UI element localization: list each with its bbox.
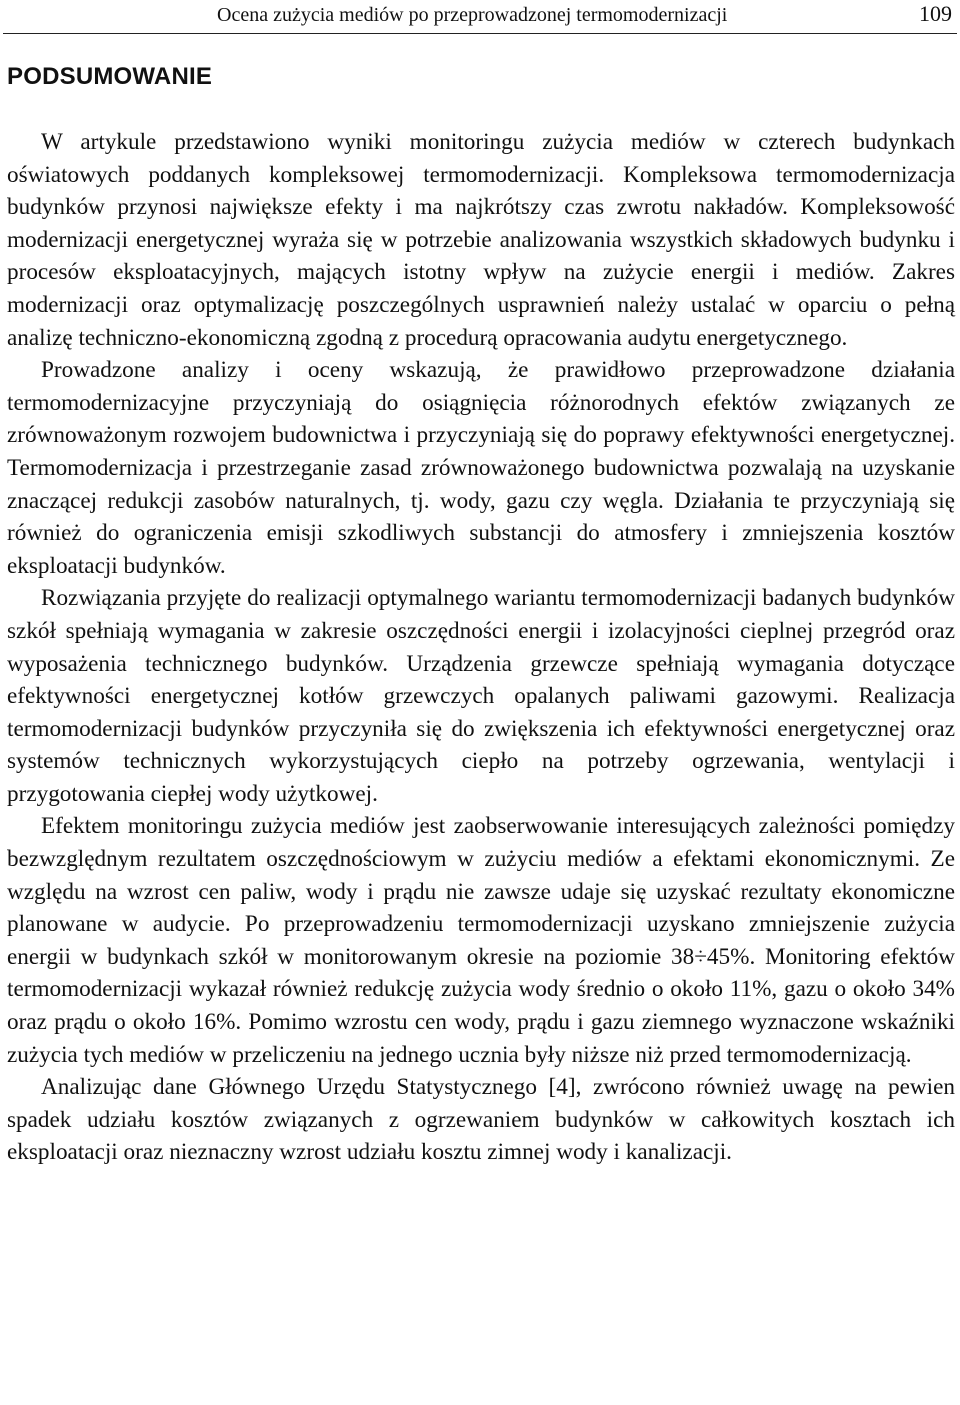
body-text: [7, 126, 955, 1169]
paragraph-2: Prowadzone analizy i oceny wskazują, że prawidłowo przeprowadzone działania termomodernizacyjne przyczyniają do osiągnięcia różnorodnych efektów związanych ze zrównoważonym rozwojem budownictwa i przyczyniają się do poprawy efektywności energetycznej. Termomodernizacja i przestrzeganie zasad zrównoważonego budownictwa pozwalają na uzyskanie znaczącej redukcji zasobów naturalnych, tj. wody, gazu czy węgla. Działania te przyczyniają się również do ograniczenia emisji szkodliwych substancji do atmosfery i zmniejszenia kosztów eksploatacji budynków.: [7, 357, 955, 579]
paragraph-4: Efektem monitoringu zużycia mediów jest zaobserwowanie interesujących zależności pomiędzy bezwzględnym rezultatem oszczędnościowym w zużyciu mediów a efektami ekonomicznymi. Ze względu na wzrost cen paliw, wody i prądu nie zawsze udaje się uzyskać rezultaty ekonomiczne planowane w audycie. Po przeprowadzeniu termomodernizacji uzyskano zmniejszenie zużycia energii w budynkach szkół w monitorowanym okresie na poziomie 38÷45%. Monitoring efektów termomodernizacji wykazał również redukcję zużycia wody średnio o około 11%, gazu o około 34% oraz prądu o około 16%. Pomimo wzrostu cen wody, prądu i gazu ziemnego wyznaczone wskaźniki zużycia tych mediów w przeliczeniu na jednego ucznia były niższe niż przed termomodernizacją.: [7, 813, 955, 1068]
header-rule: [3, 33, 957, 34]
paragraph-1: W artykule przedstawiono wyniki monitoringu zużycia mediów w czterech budynkach oświatowych poddanych kompleksowej termomodernizacji. Kompleksowa termomodernizacja budynków przynosi największe efekty i ma najkrótszy czas zwrotu nakładów. Kompleksowość modernizacji energetycznej wyraża się w potrzebie analizowania wszystkich składowych budynku i procesów eksploatacyjnych, mających istotny wpływ na zużycie energii i mediów. Zakres modernizacji oraz optymalizację poszczególnych usprawnień należy ustalać w oparciu o pełną analizę techniczno-ekonomiczną zgodną z procedurą opracowania audytu energetycznego.: [7, 129, 955, 351]
paragraph-5: Analizując dane Głównego Urzędu Statystycznego [4], zwrócono również uwagę na pewien spadek udziału kosztów związanych z ogrzewaniem budynków w całkowitych kosztach ich eksploatacji oraz nieznaczny wzrost udziału kosztu zimnej wody i kanalizacji.: [7, 1074, 955, 1166]
page-number: 109: [919, 1, 952, 26]
paragraph-3: Rozwiązania przyjęte do realizacji optymalnego wariantu termomodernizacji badanych budynków szkół spełniają wymagania w zakresie oszczędności energii i izolacyjności cieplnej przegród oraz wyposażenia technicznego budynków. Urządzenia grzewcze spełniają wymagania dotyczące efektywności energetycznej kotłów grzewczych opalanych paliwami gazowymi. Realizacja termomodernizacji budynków przyczyniła się do zwiększenia ich efektywności energetycznej oraz systemów technicznych wykorzystujących ciepło na potrzeby ogrzewania, wentylacji i przygotowania ciepłej wody użytkowej.: [7, 585, 955, 807]
section-heading: PODSUMOWANIE: [7, 63, 213, 90]
running-title: Ocena zużycia mediów po przeprowadzonej termomodernizacji: [217, 4, 728, 26]
page-header: [0, 0, 960, 36]
